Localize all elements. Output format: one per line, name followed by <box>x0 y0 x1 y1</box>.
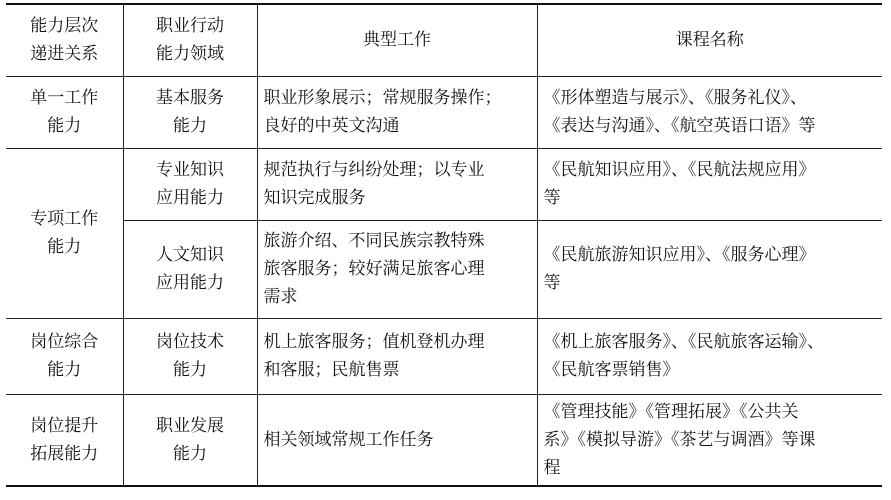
table-row <box>6 220 882 318</box>
cell-line: 《形体塑造与展示》、《服务礼仪》、 <box>543 88 807 108</box>
cell-line: 相关领域常规工作任务 <box>263 429 434 450</box>
cell-line: 专业知识 <box>156 160 224 180</box>
course-name-cell <box>537 318 882 394</box>
cell-line: 和客服；民航售票 <box>263 360 400 380</box>
action-domain-cell <box>123 318 257 394</box>
cell-line: 单一工作 <box>30 88 99 108</box>
cell-line: 《民航知识应用》、《民航法规应用》 <box>543 160 816 180</box>
ability-level-cell <box>6 148 123 318</box>
header-action-domain-line: 职业行动 <box>156 16 224 37</box>
cell-line: 需求 <box>263 287 298 307</box>
cell-line: 基本服务 <box>156 88 224 108</box>
cell-line: 《管理技能》《管理拓展》《公共关 <box>543 401 799 422</box>
cell-line: 应用能力 <box>156 273 224 293</box>
action-domain-cell <box>123 394 257 486</box>
cell-line: 能力 <box>173 360 207 380</box>
cell-line: 程 <box>543 457 561 478</box>
course-name-cell <box>537 394 882 486</box>
cell-line: 能力 <box>47 237 82 257</box>
cell-line: 《民航客票销售》 <box>543 360 680 380</box>
header-action-domain-line: 能力领域 <box>156 44 224 65</box>
typical-work-cell <box>257 318 537 394</box>
cell-line: 旅游介绍、不同民族宗教特殊 <box>263 231 485 251</box>
action-domain-cell <box>123 148 257 220</box>
cell-line: 应用能力 <box>156 188 224 208</box>
table-row <box>6 394 882 486</box>
header-typical-work: 典型工作 <box>257 4 537 76</box>
typical-work-cell <box>257 394 537 486</box>
cell-line: 知识完成服务 <box>263 188 366 208</box>
cell-line: 人文知识 <box>156 245 224 265</box>
cell-line: 良好的中英文沟通 <box>263 116 400 136</box>
cell-line: 拓展能力 <box>30 443 99 464</box>
cell-line: 等 <box>543 273 561 293</box>
cell-line: 规范执行与纠纷处理；以专业 <box>263 160 485 180</box>
header-ability-level-line: 能力层次 <box>30 16 99 37</box>
cell-line: 岗位技术 <box>156 332 224 352</box>
ability-level-cell <box>6 76 123 148</box>
typical-work-cell <box>257 148 537 220</box>
course-name-cell <box>537 148 882 220</box>
header-ability-level <box>6 4 123 76</box>
cell-line: 《表达与沟通》、《航空英语口语》等 <box>543 116 816 136</box>
typical-work-cell <box>257 220 537 318</box>
header-ability-level-line: 递进关系 <box>30 44 99 65</box>
ability-level-cell <box>6 318 123 394</box>
cell-line: 职业形象展示；常规服务操作； <box>263 88 502 108</box>
action-domain-cell <box>123 220 257 318</box>
cell-line: 机上旅客服务；值机登机办理 <box>263 332 485 352</box>
cell-line: 能力 <box>47 360 82 380</box>
cell-line: 能力 <box>173 116 207 136</box>
cell-line: 能力 <box>173 443 207 464</box>
cell-line: 《民航旅游知识应用》、《服务心理》 <box>543 245 816 265</box>
action-domain-cell <box>123 76 257 148</box>
table-row <box>6 318 882 394</box>
header-course-name: 课程名称 <box>537 4 882 76</box>
course-name-cell <box>537 220 882 318</box>
cell-line: 能力 <box>47 116 82 136</box>
table-header-row <box>6 4 882 76</box>
cell-line: 专项工作 <box>30 209 99 229</box>
course-name-cell <box>537 76 882 148</box>
cell-line: 等 <box>543 188 561 208</box>
course-table <box>6 3 882 487</box>
cell-line: 岗位提升 <box>30 415 99 436</box>
table-row <box>6 148 882 220</box>
table-row <box>6 76 882 148</box>
cell-line: 系》《模拟导游》《茶艺与调酒》等课 <box>543 429 816 450</box>
ability-level-cell <box>6 394 123 486</box>
cell-line: 职业发展 <box>156 415 224 436</box>
cell-line: 岗位综合 <box>30 332 99 352</box>
header-action-domain <box>123 4 257 76</box>
cell-line: 旅客服务；较好满足旅客心理 <box>263 259 485 279</box>
typical-work-cell <box>257 76 537 148</box>
cell-line: 《机上旅客服务》、《民航旅客运输》、 <box>543 332 824 352</box>
